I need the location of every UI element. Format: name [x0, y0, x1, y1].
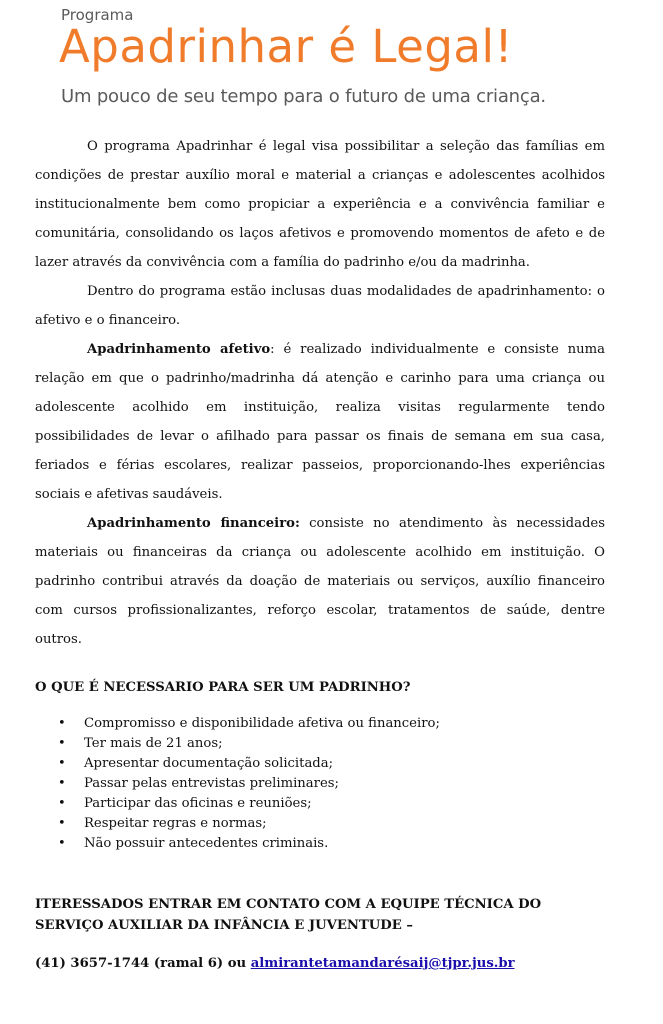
- financeiro-paragraph: [35, 509, 605, 654]
- list-item-text: Apresentar documentação solicitada;: [84, 756, 334, 771]
- contact-line: [35, 953, 635, 975]
- list-item-text: Participar das oficinas e reuniões;: [84, 796, 312, 811]
- contact-instructions: ITERESSADOS ENTRAR EM CONTATO COM A EQUIPE TÉCNICA DO SERVIÇO AUXILIAR DA INFÂNCIA E JUVENTUDE –: [35, 897, 542, 933]
- bullet-icon: •: [58, 736, 66, 751]
- requirements-heading: O QUE É NECESSARIO PARA SER UM PADRINHO?: [35, 680, 411, 695]
- requirements-list: [35, 714, 605, 854]
- list-item: [35, 814, 605, 834]
- financeiro-text: consiste no atendimento às necessidades materiais ou financeiras da criança ou adolescente acolhido em instituição. O padrinho contribui através da doação de materiais ou serviços, auxílio financeiro com cursos profissionalizantes, reforço escolar, tratamentos de saúde, dentre outros.: [35, 516, 605, 647]
- list-item: [35, 754, 605, 774]
- bullet-icon: •: [58, 716, 66, 731]
- intro-paragraph: O programa Apadrinhar é legal visa possibilitar a seleção das famílias em condições de prestar auxílio moral e material a crianças e adolescentes acolhidos institucionalmente bem como propiciar a experiência e a convivência familiar e comunitária, consolidando os laços afetivos e promovendo momentos de afeto e de lazer através da convivência com a família do padrinho e/ou da madrinha.: [35, 139, 605, 270]
- document-body: [35, 132, 605, 654]
- list-item-text: Respeitar regras e normas;: [84, 816, 267, 831]
- bullet-icon: •: [58, 836, 66, 851]
- list-item: [35, 794, 605, 814]
- modalities-paragraph: Dentro do programa estão inclusas duas modalidades de apadrinhamento: o afetivo e o financeiro.: [35, 284, 605, 328]
- list-item: [35, 714, 605, 734]
- logo-title: Apadrinhar é Legal!: [59, 20, 514, 73]
- afetivo-label: Apadrinhamento afetivo: [87, 342, 271, 357]
- financeiro-label: Apadrinhamento financeiro:: [87, 516, 300, 531]
- logo-program-label: Programa: [61, 6, 134, 24]
- list-item: [35, 734, 605, 754]
- phone-number: (41) 3657-1744 (ramal 6) ou: [35, 956, 251, 971]
- list-item-text: Não possuir antecedentes criminais.: [84, 836, 329, 851]
- list-item-text: Passar pelas entrevistas preliminares;: [84, 776, 339, 791]
- list-item-text: Compromisso e disponibilidade afetiva ou financeiro;: [84, 716, 440, 731]
- list-item: [35, 834, 605, 854]
- list-item: [35, 774, 605, 794]
- list-item-text: Ter mais de 21 anos;: [84, 736, 223, 751]
- bullet-icon: •: [58, 776, 66, 791]
- email-link[interactable]: almirantetamandarésaij@tjpr.jus.br: [250, 956, 515, 971]
- bullet-icon: •: [58, 796, 66, 811]
- bullet-icon: •: [58, 816, 66, 831]
- afetivo-text: : é realizado individualmente e consiste numa relação em que o padrinho/madrinha dá atenção e carinho para uma criança ou adolescente acolhido em instituição, realiza visitas regularmente tendo possibilidades de levar o afilhado para passar os finais de semana em sua casa, feriados e férias escolares, realizar passeios, proporcionando-lhes experiências sociais e afetivas saudáveis.: [35, 342, 605, 502]
- afetivo-paragraph: [35, 335, 605, 509]
- logo-tagline: Um pouco de seu tempo para o futuro de uma criança.: [61, 86, 546, 107]
- bullet-icon: •: [58, 756, 66, 771]
